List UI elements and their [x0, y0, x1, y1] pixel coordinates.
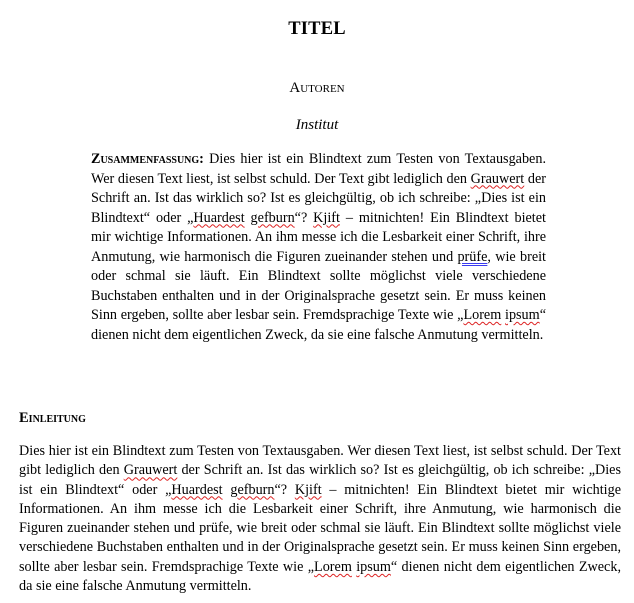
- spelling-flag[interactable]: Grauwert: [123, 462, 178, 479]
- grammar-flag[interactable]: prüfe: [457, 248, 488, 265]
- section-heading-introduction: Einleitung: [19, 410, 86, 426]
- spelling-flag[interactable]: gefburn: [250, 209, 295, 226]
- authors-line: Autoren: [289, 80, 345, 96]
- body-text: der Schrift an. Ist das wirklich so? Ist es gleichgültig, ob ich schreibe: „Dies ist ein Blindtext“ oder „: [19, 462, 621, 498]
- institute-line: Institut: [295, 117, 339, 133]
- abstract-text: – mitnichten! Ein Blindtext bietet mir wichtige Informationen. An ihm messe ich die Lesbarkeit einer Schrift, ihre Anmutung, wie harmonisch die Figuren zueinander stehen und: [91, 209, 546, 265]
- spelling-flag[interactable]: Huardest: [193, 209, 245, 226]
- body-text: Dies hier ist ein Blindtext zum Testen von Textausgaben. Wer diesen Text liest, ist selbst schuld. Der Text gibt lediglich den: [19, 443, 621, 479]
- introduction-paragraph: [19, 442, 621, 596]
- document-title: TITEL: [288, 19, 346, 39]
- body-text: “?: [274, 481, 295, 498]
- body-text: – mitnichten! Ein Blindtext bietet mir wichtige Informationen. An ihm messe ich die Lesbarkeit einer Schrift, ihre Anmutung, wie harmonisch die Figuren zueinander stehen und prüfe, wie breit oder schmal sie läuft. Ein Blindtext sollte möglichst viele verschiedene Buchstaben enthalten und in der Originalsprache gesetzt sein. Er muss keinen Sinn ergeben, sollte aber lesbar sein. Fremdsprachige Texte wie „: [19, 481, 621, 575]
- spelling-flag[interactable]: gefburn: [230, 481, 275, 498]
- body-text: “ dienen nicht dem eigentlichen Zweck, da sie eine falsche Anmutung vermitteln.: [19, 558, 621, 595]
- abstract-text: , wie breit oder schmal sie läuft. Ein Blindtext sollte möglichst viele verschiedene Buchstaben enthalten und in der Originalsprache gesetzt sein. Er muss keinen Sinn ergeben, sollte aber lesbar sein. Fremdsprachige Texte wie „: [91, 248, 546, 323]
- spelling-flag[interactable]: Lorem: [314, 558, 352, 575]
- spelling-flag[interactable]: Lorem: [463, 307, 502, 323]
- spelling-flag[interactable]: ipsum: [505, 307, 540, 323]
- spelling-flag[interactable]: Kjift: [294, 481, 322, 498]
- abstract-text: “?: [294, 209, 314, 226]
- spelling-flag[interactable]: Grauwert: [470, 170, 525, 187]
- abstract-text: “ dienen nicht dem eigentlichen Zweck, da sie eine falsche Anmutung vermitteln.: [91, 307, 546, 343]
- abstract-paragraph: [91, 150, 546, 345]
- spelling-flag[interactable]: ipsum: [356, 558, 391, 575]
- spelling-flag[interactable]: Huardest: [171, 481, 223, 498]
- abstract-text: Dies hier ist ein Blindtext zum Testen von Textausgaben. Wer diesen Text liest, ist selbst schuld. Der Text gibt lediglich den: [91, 151, 546, 187]
- abstract-label: Zusammenfassung:: [91, 151, 204, 167]
- abstract-text: der Schrift an. Ist das wirklich so? Ist es gleichgültig, ob ich schreibe: „Dies ist ein Blindtext“ oder „: [91, 170, 546, 226]
- spelling-flag[interactable]: Kjift: [313, 209, 340, 226]
